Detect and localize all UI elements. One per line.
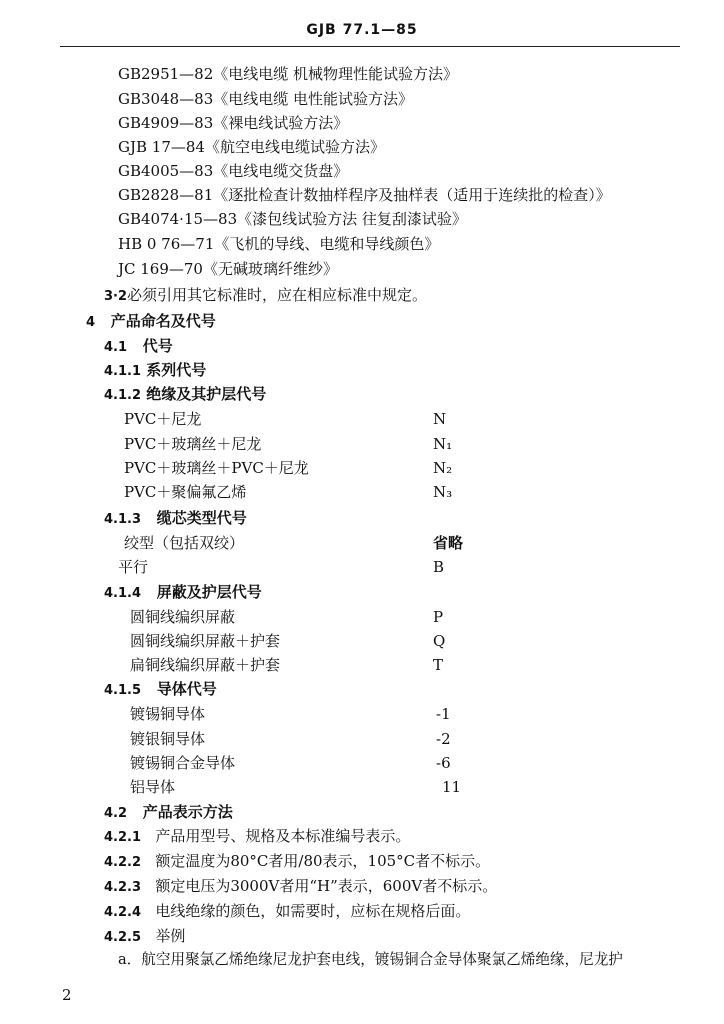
section-4-1-2-heading [104, 384, 266, 406]
clause-text: 额定电压为3000V者用“H”表示，600V者不标示。 [155, 877, 498, 895]
section-title: 缆芯类型代号 [156, 509, 247, 527]
section-number: 4.1.4 [104, 586, 142, 601]
ref-item: GB2828—81《逐批检查计数抽样程序及抽样表（适用于连续批的检查）》 [118, 186, 611, 204]
clause-4-2-5 [104, 926, 185, 948]
section-4-2-heading [104, 802, 233, 824]
section-4-1-3-heading [104, 508, 247, 530]
code-value: 省略 [433, 534, 464, 552]
section-4-1-heading [104, 336, 173, 358]
section-number: 4.2 [104, 806, 128, 821]
code-label: 镀银铜导体 [130, 730, 206, 748]
code-label: 铝导体 [130, 778, 176, 796]
code-value: B [433, 558, 445, 576]
section-title: 导体代号 [156, 680, 217, 698]
code-label: 圆铜线编织屏蔽＋护套 [130, 632, 281, 650]
ref-item: JC 169—70《无碱玻璃纤维纱》 [118, 260, 338, 278]
code-value: N [433, 410, 447, 428]
section-title: 产品命名及代号 [110, 312, 216, 330]
code-value: T [433, 656, 444, 674]
section-title: 屏蔽及护层代号 [156, 583, 262, 601]
code-value: 11 [442, 778, 462, 796]
code-value: -2 [436, 730, 451, 748]
code-value: Q [433, 632, 446, 650]
clause-number: 4.2.1 [104, 830, 142, 845]
ref-item: GB3048—83《电线电缆 电性能试验方法》 [118, 90, 414, 108]
section-title: 代号 [142, 337, 173, 355]
code-value: N₃ [433, 483, 453, 501]
clause-text: 必须引用其它标准时，应在相应标准中规定。 [127, 286, 428, 304]
clause-4-2-4 [104, 901, 470, 923]
section-number: 4 [86, 315, 96, 330]
clause-4-2-1 [104, 826, 410, 848]
clause-text: 电线绝缘的颜色，如需要时，应标在规格后面。 [155, 902, 471, 920]
example-a-text: a．航空用聚氯乙烯绝缘尼龙护套电线，镀锡铜合金导体聚氯乙烯绝缘，尼龙护 [118, 951, 623, 968]
clause-4-2-2 [104, 851, 490, 873]
code-label: 绞型（包括双绞） [124, 534, 245, 552]
clause-number: 4.2.2 [104, 855, 142, 870]
code-label: PVC＋聚偏氟乙烯 [124, 483, 247, 501]
ref-item: GB4074·15—83《漆包线试验方法 往复刮漆试验》 [118, 210, 467, 228]
clause-4-2-3 [104, 876, 497, 898]
section-title: 绝缘及其护层代号 [146, 385, 267, 403]
clause-text: 产品用型号、规格及本标准编号表示。 [155, 827, 411, 845]
section-4-heading [86, 311, 216, 333]
code-value: -1 [436, 705, 451, 723]
section-4-1-1-heading [104, 360, 206, 382]
clause-3-2 [104, 285, 427, 307]
ref-item: HB 0 76—71《飞机的导线、电缆和导线颜色》 [118, 235, 440, 253]
clause-number: 4.2.4 [104, 905, 142, 920]
code-label: PVC＋玻璃丝＋尼龙 [124, 435, 262, 453]
code-label: 平行 [118, 558, 149, 576]
code-value: N₂ [433, 459, 453, 477]
section-number: 4.1 [104, 340, 128, 355]
section-number: 4.1.1 [104, 364, 142, 379]
code-label: 圆铜线编织屏蔽 [130, 608, 236, 626]
section-number: 4.1.5 [104, 683, 142, 698]
header-standard-number: GJB 77.1—85 [306, 22, 418, 38]
code-value: N₁ [433, 435, 453, 453]
section-4-1-5-heading [104, 679, 217, 701]
header-rule [60, 46, 680, 47]
clause-number: 3·2 [104, 289, 128, 304]
section-4-1-4-heading [104, 582, 262, 604]
ref-item: GB4909—83《裸电线试验方法》 [118, 114, 349, 132]
section-title: 产品表示方法 [142, 803, 233, 821]
clause-text: 额定温度为80°C者用/80表示，105°C者不标示。 [155, 852, 491, 870]
ref-item: GJB 17—84《航空电线电缆试验方法》 [118, 138, 385, 156]
clause-number: 4.2.5 [104, 930, 142, 945]
code-label: 镀锡铜导体 [130, 705, 206, 723]
section-title: 系列代号 [146, 361, 207, 379]
code-label: 镀锡铜合金导体 [130, 754, 236, 772]
code-label: 扁铜线编织屏蔽＋护套 [130, 656, 281, 674]
section-number: 4.1.2 [104, 388, 142, 403]
ref-item: GB4005—83《电线电缆交货盘》 [118, 162, 349, 180]
code-label: PVC＋尼龙 [124, 410, 202, 428]
page-number: 2 [62, 986, 72, 1004]
section-number: 4.1.3 [104, 512, 142, 527]
code-value: -6 [436, 754, 451, 772]
clause-text: 举例 [155, 927, 186, 945]
code-value: P [433, 608, 444, 626]
code-label: PVC＋玻璃丝＋PVC＋尼龙 [124, 459, 309, 477]
ref-item: GB2951—82《电线电缆 机械物理性能试验方法》 [118, 65, 459, 83]
clause-number: 4.2.3 [104, 880, 142, 895]
